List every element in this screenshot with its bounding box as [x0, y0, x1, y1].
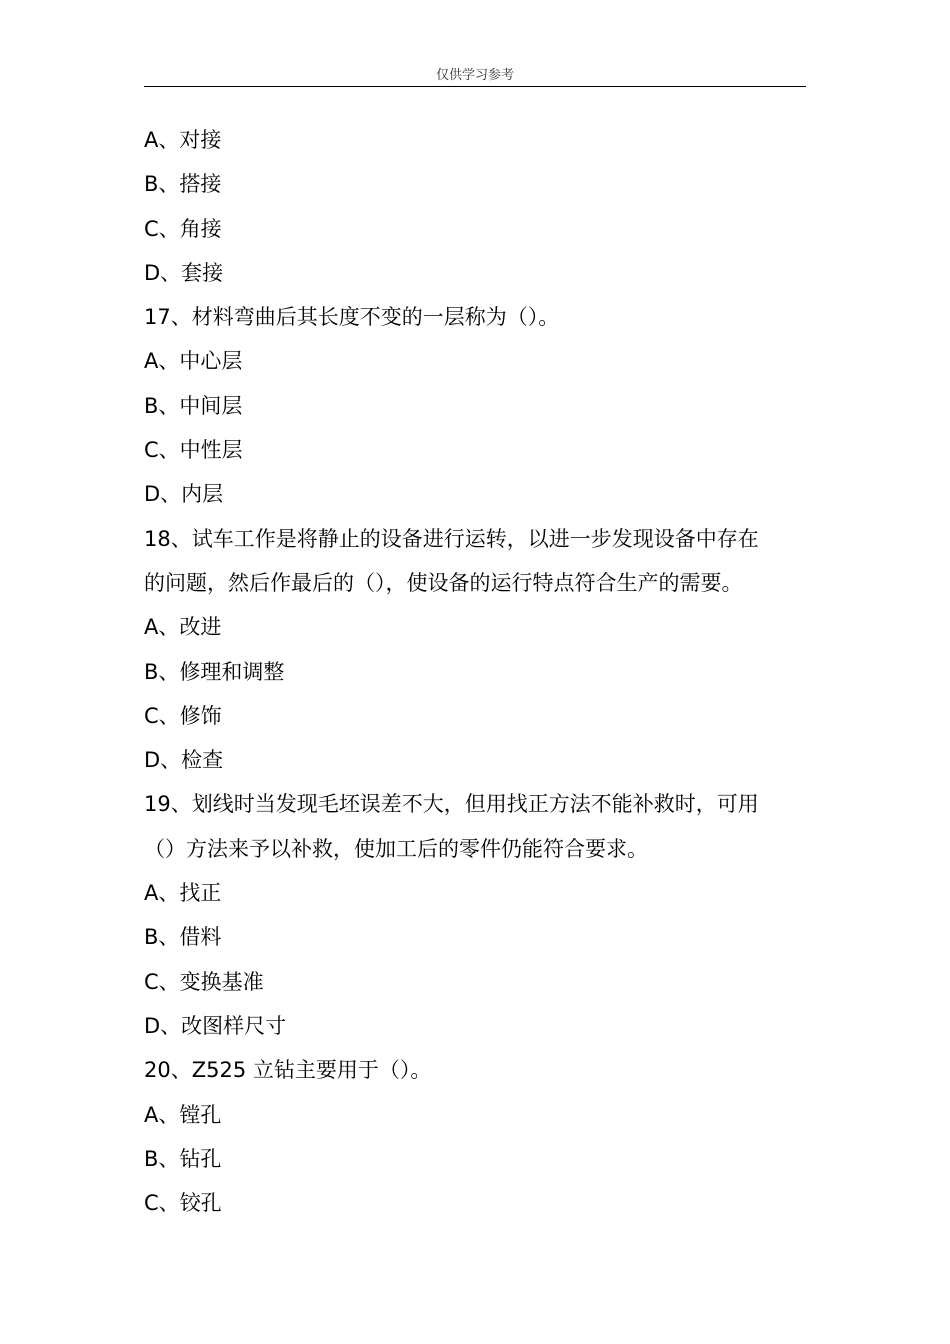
question-20: 20、Z525 立钻主要用于（）。 — [144, 1058, 432, 1083]
option-a-q19: A、找正 — [144, 881, 222, 906]
option-b-q20: B、钻孔 — [144, 1146, 222, 1171]
question-18-line-1: 18、试车工作是将静止的设备进行运转，以进一步发现设备中存在 — [144, 526, 759, 551]
option-a-q16: A、对接 — [144, 128, 222, 152]
question-17: 17、材料弯曲后其长度不变的一层称为（）。 — [144, 305, 560, 330]
option-c-q17: C、中性层 — [144, 438, 243, 463]
option-b-q18: B、修理和调整 — [144, 659, 285, 684]
option-c-q19: C、变换基准 — [144, 969, 264, 994]
option-b-q19: B、借料 — [144, 925, 222, 950]
option-d-q17: D、内层 — [144, 482, 224, 507]
option-a-q17: A、中心层 — [144, 349, 243, 374]
option-c-q16: C、角接 — [144, 216, 222, 241]
option-d-q19: D、改图样尺寸 — [144, 1013, 287, 1038]
document-body — [144, 118, 812, 1225]
option-c-q20: C、铰孔 — [144, 1191, 222, 1216]
option-a-q18: A、改进 — [144, 615, 222, 640]
question-19-line-2: （）方法来予以补救，使加工后的零件仍能符合要求。 — [144, 836, 648, 861]
option-b-q17: B、中间层 — [144, 393, 243, 418]
option-b-q16: B、搭接 — [144, 172, 222, 197]
option-c-q18: C、修饰 — [144, 703, 222, 728]
option-a-q20: A、镗孔 — [144, 1102, 222, 1127]
option-d-q18: D、检查 — [144, 748, 224, 773]
question-18-line-2: 的问题，然后作最后的（），使设备的运行特点符合生产的需要。 — [144, 570, 743, 595]
page-header: 仅供学习参考 — [144, 66, 806, 87]
option-d-q16: D、套接 — [144, 260, 224, 285]
question-19-line-1: 19、划线时当发现毛坯误差不大，但用找正方法不能补救时，可用 — [144, 792, 759, 817]
